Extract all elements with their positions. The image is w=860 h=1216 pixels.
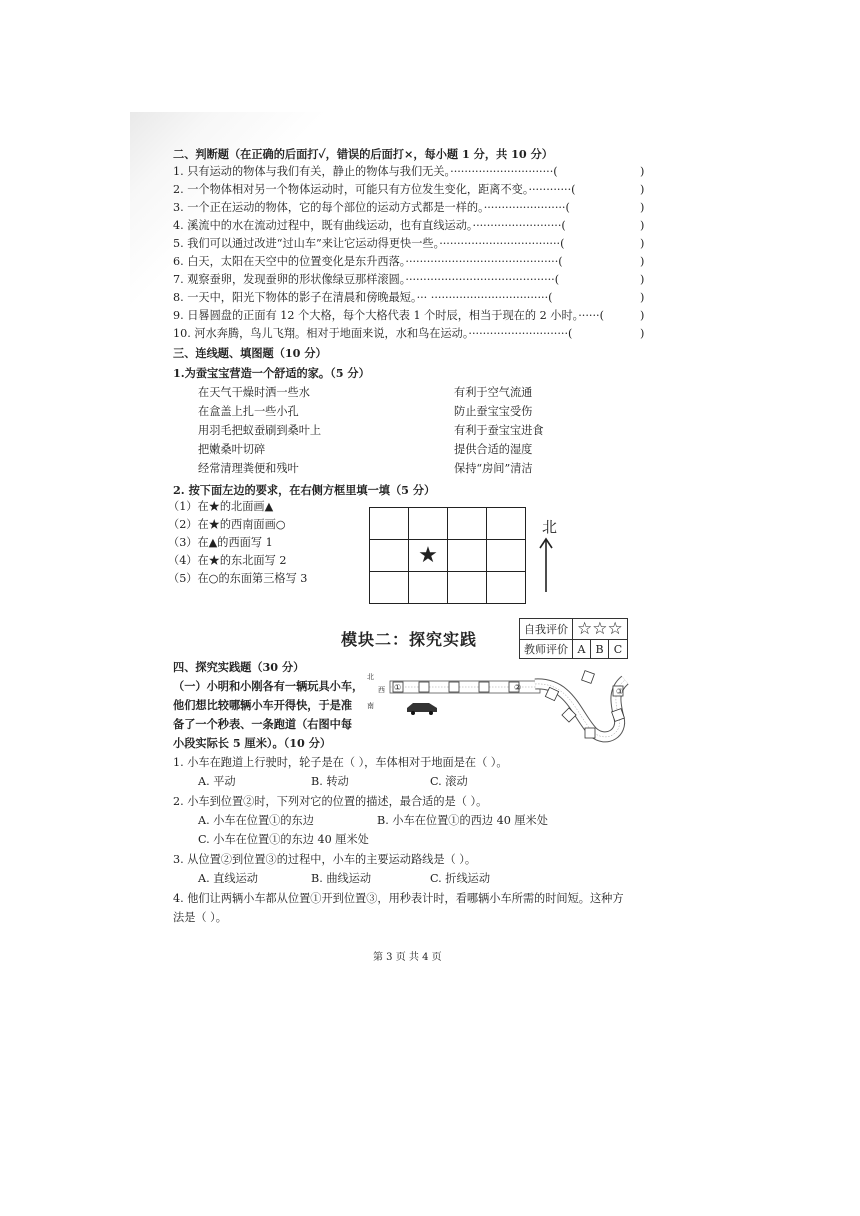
evaluation-table xyxy=(519,618,628,659)
module-title: 模块二：探究实践 xyxy=(341,630,478,649)
match-left-item[interactable]: 用羽毛把蚁蚕刷到桑叶上 xyxy=(198,424,322,437)
star-cell[interactable] xyxy=(409,540,448,572)
q2-item: （3）在▲的西面写 1 xyxy=(168,536,273,549)
judge-item: 10. 河水奔腾，鸟儿飞翔。相对于地面来说，水和鸟在运动。····························( xyxy=(173,327,573,340)
judge-item: 2. 一个物体相对另一个物体运动时，可能只有方位发生变化，距离不变。············( xyxy=(173,183,576,196)
option-c[interactable]: C. 折线运动 xyxy=(430,872,491,885)
match-right-item[interactable]: 提供合适的湿度 xyxy=(454,443,533,456)
answer-slot[interactable]: ) xyxy=(640,309,645,322)
match-right-item[interactable]: 有利于空气流通 xyxy=(454,386,533,399)
q2-item: （1）在★的北面画▲ xyxy=(168,500,274,513)
grid-cell[interactable] xyxy=(487,508,526,540)
grid-cell[interactable] xyxy=(370,540,409,572)
teacher-eval-label: 教师评价 xyxy=(520,640,573,659)
q2-title: 2. 按下面左边的要求，在右侧方框里填一填（5 分） xyxy=(173,483,436,497)
judge-item: 7. 观察蚕卵，发现蚕卵的形状像绿豆那样滚圆。··········································( xyxy=(173,273,560,286)
q2-item: （5）在○的东面第三格写 3 xyxy=(168,572,308,585)
judge-item: 5. 我们可以通过改进“过山车”来让它运动得更快一些。··································( xyxy=(173,237,565,250)
match-left-item[interactable]: 把嫩桑叶切碎 xyxy=(198,443,266,456)
grade-option[interactable]: B xyxy=(591,640,609,659)
option-b[interactable]: B. 小车在位置①的西边 40 厘米处 xyxy=(377,814,548,827)
match-left-item[interactable]: 在天气干燥时洒一些水 xyxy=(198,386,310,399)
answer-slot[interactable]: ) xyxy=(640,219,645,232)
grade-option[interactable]: C xyxy=(609,640,628,659)
grid-cell[interactable] xyxy=(370,572,409,604)
self-eval-label: 自我评价 xyxy=(520,619,573,640)
track-west-label: 西 xyxy=(378,686,385,694)
question-1-stem: 1. 小车在跑道上行驶时，轮子是在（ ），车体相对于地面是在（ ）。 xyxy=(173,756,508,769)
option-a[interactable]: A. 平动 xyxy=(198,775,236,788)
option-a[interactable]: A. 直线运动 xyxy=(198,872,258,885)
star-icon: ★ xyxy=(418,543,438,568)
question-4-stem-cont: 法是（ ）。 xyxy=(173,911,227,924)
judge-item: 4. 溪流中的水在流动过程中，既有曲线运动，也有直线运动。·························( xyxy=(173,219,566,232)
judge-item: 9. 日晷圆盘的正面有 12 个大格，每个大格代表 1 个时辰，相当于现在的 2 小时。······( xyxy=(173,309,604,322)
grid-cell[interactable] xyxy=(487,540,526,572)
answer-slot[interactable]: ) xyxy=(640,165,645,178)
judge-item: 6. 白天，太阳在天空中的位置变化是东升西落。···········································( xyxy=(173,255,563,268)
grid-cell[interactable] xyxy=(409,508,448,540)
grade-option[interactable]: A xyxy=(573,640,591,659)
grid-cell[interactable] xyxy=(448,572,487,604)
answer-slot[interactable]: ) xyxy=(640,237,645,250)
answer-slot[interactable]: ) xyxy=(640,273,645,286)
intro-line: 小段实际长 5 厘米）。（10 分） xyxy=(173,736,332,750)
track-drawing xyxy=(385,668,650,748)
answer-slot[interactable]: ) xyxy=(640,327,645,340)
intro-line: （一）小明和小刚各有一辆玩具小车， xyxy=(173,679,364,693)
match-right-item[interactable]: 保持“房间”清洁 xyxy=(454,462,533,475)
section4-heading: 四、探究实践题（30 分） xyxy=(173,660,305,674)
judge-item: 3. 一个正在运动的物体，它的每个部位的运动方式都是一样的。·······················( xyxy=(173,201,570,214)
intro-line: 他们想比较哪辆小车开得快，于是准 xyxy=(173,698,353,712)
grid-cell[interactable] xyxy=(409,572,448,604)
question-2-stem: 2. 小车到位置②时，下列对它的位置的描述，最合适的是（ ）。 xyxy=(173,795,488,808)
match-right-item[interactable]: 有利于蚕宝宝进食 xyxy=(454,424,544,437)
grid-cell[interactable] xyxy=(370,508,409,540)
option-c[interactable]: C. 小车在位置①的东边 40 厘米处 xyxy=(198,833,369,846)
section2-heading: 二、判断题（在正确的后面打✓，错误的后面打×，每小题 1 分，共 10 分） xyxy=(173,147,553,161)
north-arrow-icon xyxy=(538,536,554,594)
answer-slot[interactable]: ) xyxy=(640,201,645,214)
grid-cell[interactable] xyxy=(448,508,487,540)
match-left-item[interactable]: 经常清理粪便和残叶 xyxy=(198,462,299,475)
track-north-label: 北 xyxy=(367,673,374,681)
answer-slot[interactable]: ) xyxy=(640,183,645,196)
fill-grid xyxy=(369,507,526,604)
judge-item: 1. 只有运动的物体与我们有关，静止的物体与我们无关。·····························( xyxy=(173,165,558,178)
q1-title: 1.为蚕宝宝营造一个舒适的家。（5 分） xyxy=(173,366,370,380)
option-b[interactable]: B. 转动 xyxy=(311,775,349,788)
question-3-stem: 3. 从位置②到位置③的过程中，小车的主要运动路线是（ ）。 xyxy=(173,853,477,866)
question-4-stem: 4. 他们让两辆小车都从位置①开到位置③，用秒表计时，看哪辆小车所需的时间短。这种方 xyxy=(173,892,624,905)
match-right-item[interactable]: 防止蚕宝宝受伤 xyxy=(454,405,533,418)
answer-slot[interactable]: ) xyxy=(640,291,645,304)
position-1-label: ① xyxy=(394,683,402,692)
option-b[interactable]: B. 曲线运动 xyxy=(311,872,372,885)
option-a[interactable]: A. 小车在位置①的东边 xyxy=(198,814,314,827)
position-2-label: ② xyxy=(514,683,522,692)
grid-cell[interactable] xyxy=(448,540,487,572)
q2-item: （2）在★的西南面画○ xyxy=(168,518,286,531)
q2-item: （4）在★的东北面写 2 xyxy=(168,554,287,567)
stars-rating[interactable]: ☆☆☆ xyxy=(573,619,628,640)
intro-line: 备了一个秒表、一条跑道（右图中每 xyxy=(173,717,353,731)
track-south-label: 南 xyxy=(367,702,374,710)
north-label: 北 xyxy=(542,518,558,536)
judge-item: 8. 一天中，阳光下物体的影子在清晨和傍晚最短。··· ·································( xyxy=(173,291,553,304)
page-footer: 第 3 页 共 4 页 xyxy=(373,952,442,963)
position-3-label: ③ xyxy=(616,687,624,696)
match-left-item[interactable]: 在盒盖上扎一些小孔 xyxy=(198,405,299,418)
answer-slot[interactable]: ) xyxy=(640,255,645,268)
grid-cell[interactable] xyxy=(487,572,526,604)
section3-heading: 三、连线题、填图题（10 分） xyxy=(173,346,327,360)
option-c[interactable]: C. 滚动 xyxy=(430,775,468,788)
